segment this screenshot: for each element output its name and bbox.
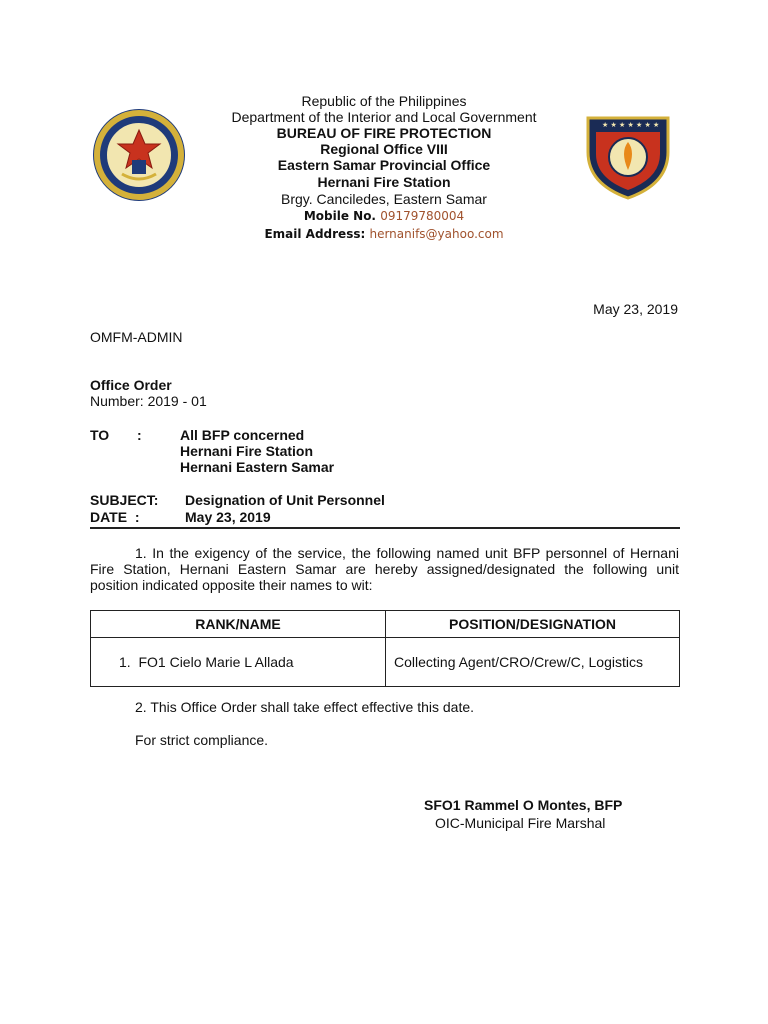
date-label: DATE : bbox=[90, 509, 140, 525]
header-republic: Republic of the Philippines bbox=[301, 93, 467, 109]
mobile-label: Mobile No. bbox=[303, 209, 376, 223]
closing-line: For strict compliance. bbox=[135, 732, 269, 748]
to-label: TO bbox=[90, 427, 110, 443]
letter-date: May 23, 2019 bbox=[593, 301, 678, 317]
header-bureau: BUREAU OF FIRE PROTECTION bbox=[276, 125, 492, 141]
to-line-3: Hernani Eastern Samar bbox=[180, 459, 335, 475]
reference-code: OMFM-ADMIN bbox=[90, 329, 183, 345]
cell-position: Collecting Agent/CRO/Crew/C, Logistics bbox=[386, 638, 680, 687]
header-position: POSITION/DESIGNATION bbox=[386, 611, 680, 638]
row-name: FO1 Cielo Marie L Allada bbox=[138, 654, 294, 670]
header-provincial-office: Eastern Samar Provincial Office bbox=[277, 157, 491, 173]
to-line-1: All BFP concerned bbox=[180, 427, 305, 443]
mobile-value: 09179780004 bbox=[380, 209, 465, 223]
paragraph-effectivity: 2. This Office Order shall take effect effective this date. bbox=[135, 699, 475, 715]
header-regional-office: Regional Office VIII bbox=[320, 141, 448, 157]
header-station: Hernani Fire Station bbox=[317, 174, 451, 190]
table-row bbox=[91, 638, 680, 687]
cell-rank-name bbox=[91, 638, 386, 687]
order-title: Office Order bbox=[90, 377, 172, 393]
email-value[interactable]: hernanifs@yahoo.com bbox=[369, 227, 504, 241]
header-department: Department of the Interior and Local Government bbox=[231, 109, 537, 125]
signatory-title: OIC-Municipal Fire Marshal bbox=[435, 815, 606, 831]
header-email bbox=[0, 226, 768, 242]
order-number: Number: 2019 - 01 bbox=[90, 393, 207, 409]
date-value: May 23, 2019 bbox=[185, 509, 271, 525]
subject-label: SUBJECT: bbox=[90, 492, 159, 508]
assignment-table bbox=[90, 610, 680, 687]
email-label: Email Address: bbox=[264, 227, 366, 241]
header-rank-name: RANK/NAME bbox=[91, 611, 386, 638]
to-line-2: Hernani Fire Station bbox=[180, 443, 314, 459]
subject-value: Designation of Unit Personnel bbox=[185, 492, 385, 508]
signatory-name: SFO1 Rammel O Montes, BFP bbox=[424, 797, 623, 813]
divider-line bbox=[90, 527, 680, 529]
table-header-row bbox=[91, 611, 680, 638]
header-address: Brgy. Canciledes, Eastern Samar bbox=[281, 191, 487, 207]
svg-text:★ ★ ★ ★ ★ ★ ★: ★ ★ ★ ★ ★ ★ ★ bbox=[602, 121, 660, 129]
paragraph-assignment: 1. In the exigency of the service, the following named unit BFP personnel of Hernani Fire Station, Hernani Eastern Samar are hereby assigned/designated the following unit position indicated opposite their names to wit: bbox=[90, 545, 679, 593]
header-mobile bbox=[0, 208, 768, 224]
row-number: 1. bbox=[119, 654, 131, 670]
to-separator: : bbox=[137, 427, 142, 443]
